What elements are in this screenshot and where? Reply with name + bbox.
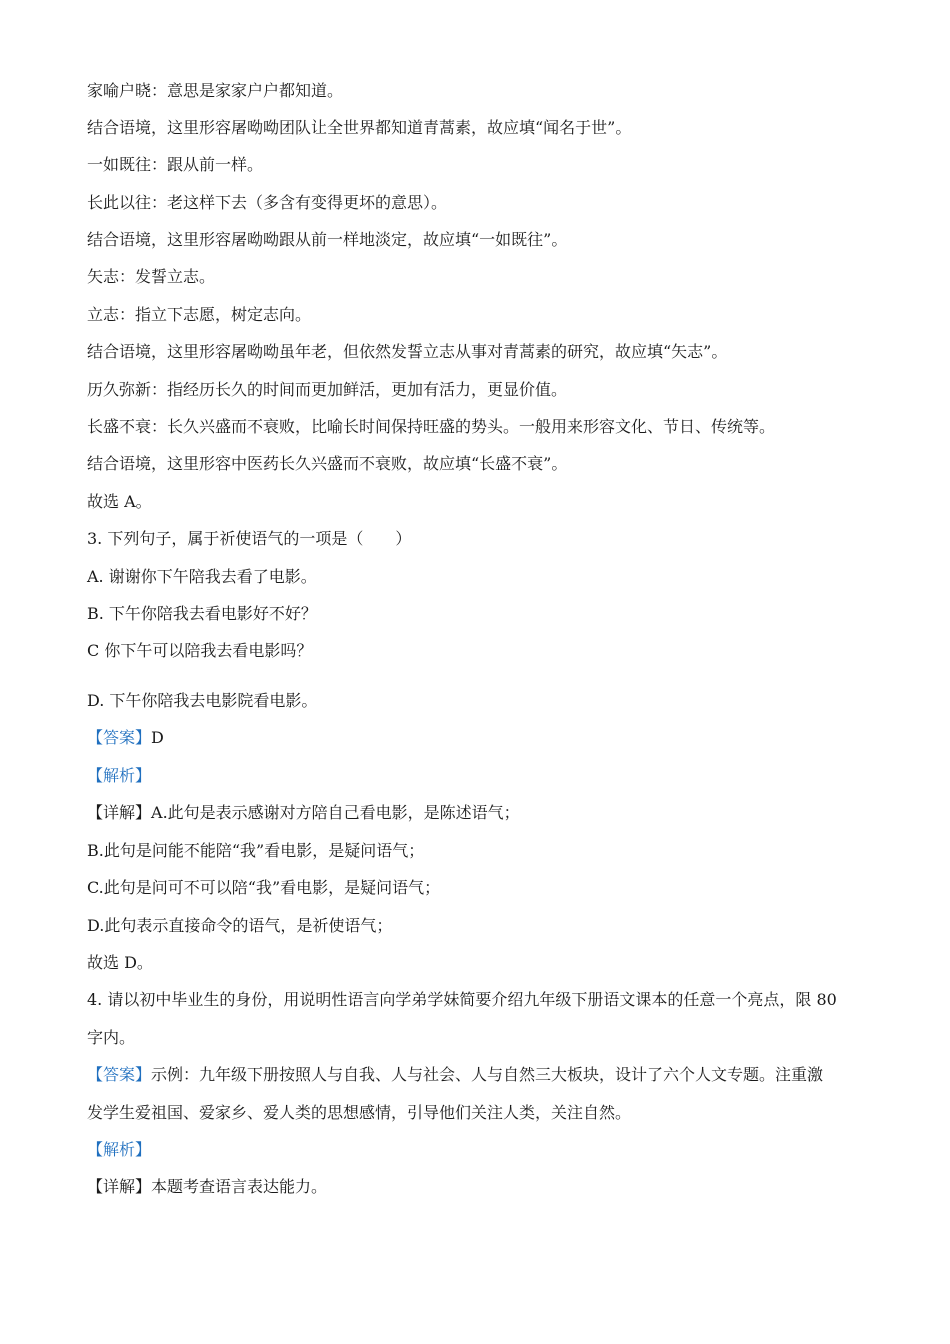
answer-value: D xyxy=(151,728,164,747)
question-4-stem-cont: 字内。 xyxy=(87,1028,136,1047)
text-line: 立志：指立下志愿，树定志向。 xyxy=(87,305,312,324)
question-3-stem: 3. 下列句子，属于祈使语气的一项是（ ） xyxy=(87,529,412,548)
option-d: D. 下午你陪我去电影院看电影。 xyxy=(87,691,318,710)
analysis-tag: 【解析】 xyxy=(87,1140,152,1159)
text-line: 矢志：发誓立志。 xyxy=(87,267,216,286)
answer-tag: 【答案】 xyxy=(87,1065,152,1084)
analysis-line xyxy=(87,766,867,786)
answer-text: 示例：九年级下册按照人与自我、人与社会、人与自然三大板块，设计了六个人文专题。注重激 xyxy=(151,1065,824,1084)
answer-line xyxy=(87,1065,867,1085)
detail-tag: 【详解】 xyxy=(87,803,152,822)
detail-tag: 【详解】 xyxy=(87,1177,152,1196)
text-line: 结合语境，这里形容屠呦呦跟从前一样地淡定，故应填“一如既往”。 xyxy=(87,230,568,249)
detail-line xyxy=(87,803,867,823)
conclusion-line: 故选 D。 xyxy=(87,953,153,972)
detail-text: A.此句是表示感谢对方陪自己看电影，是陈述语气； xyxy=(151,803,520,822)
text-line: 结合语境，这里形容中医药长久兴盛而不衰败，故应填“长盛不衰”。 xyxy=(87,454,568,473)
answer-tag: 【答案】 xyxy=(87,728,152,747)
detail-line xyxy=(87,1177,867,1197)
text-line: 家喻户晓：意思是家家户户都知道。 xyxy=(87,81,344,100)
text-line: 长此以往：老这样下去（多含有变得更坏的意思）。 xyxy=(87,193,448,212)
text-line: 结合语境，这里形容屠呦呦团队让全世界都知道青蒿素，故应填“闻名于世”。 xyxy=(87,118,632,137)
answer-line xyxy=(87,728,867,748)
analysis-line xyxy=(87,1140,867,1160)
detail-text: 本题考查语言表达能力。 xyxy=(151,1177,328,1196)
detail-line: D.此句表示直接命令的语气，是祈使语气； xyxy=(87,916,393,935)
detail-line: C.此句是问可不可以陪“我”看电影，是疑问语气； xyxy=(87,878,441,897)
option-a: A. 谢谢你下午陪我去看了电影。 xyxy=(87,567,317,586)
text-line: 结合语境，这里形容屠呦呦虽年老，但依然发誓立志从事对青蒿素的研究，故应填“矢志”。 xyxy=(87,342,728,361)
option-c: C 你下午可以陪我去看电影吗？ xyxy=(87,641,313,660)
text-line: 一如既往：跟从前一样。 xyxy=(87,155,264,174)
detail-line: B.此句是问能不能陪“我”看电影，是疑问语气； xyxy=(87,841,425,860)
option-b: B. 下午你陪我去看电影好不好？ xyxy=(87,604,317,623)
question-4-stem: 4. 请以初中毕业生的身份，用说明性语言向学弟学妹简要介绍九年级下册语文课本的任意一个亮点，限 80 xyxy=(87,990,837,1009)
text-line: 长盛不衰：长久兴盛而不衰败，比喻长时间保持旺盛的势头。一般用来形容文化、节日、传统等。 xyxy=(87,417,776,436)
text-line: 历久弥新：指经历长久的时间而更加鲜活，更加有活力，更显价值。 xyxy=(87,380,568,399)
conclusion-line: 故选 A。 xyxy=(87,492,152,511)
answer-line-cont: 发学生爱祖国、爱家乡、爱人类的思想感情，引导他们关注人类，关注自然。 xyxy=(87,1103,632,1122)
analysis-tag: 【解析】 xyxy=(87,766,152,785)
